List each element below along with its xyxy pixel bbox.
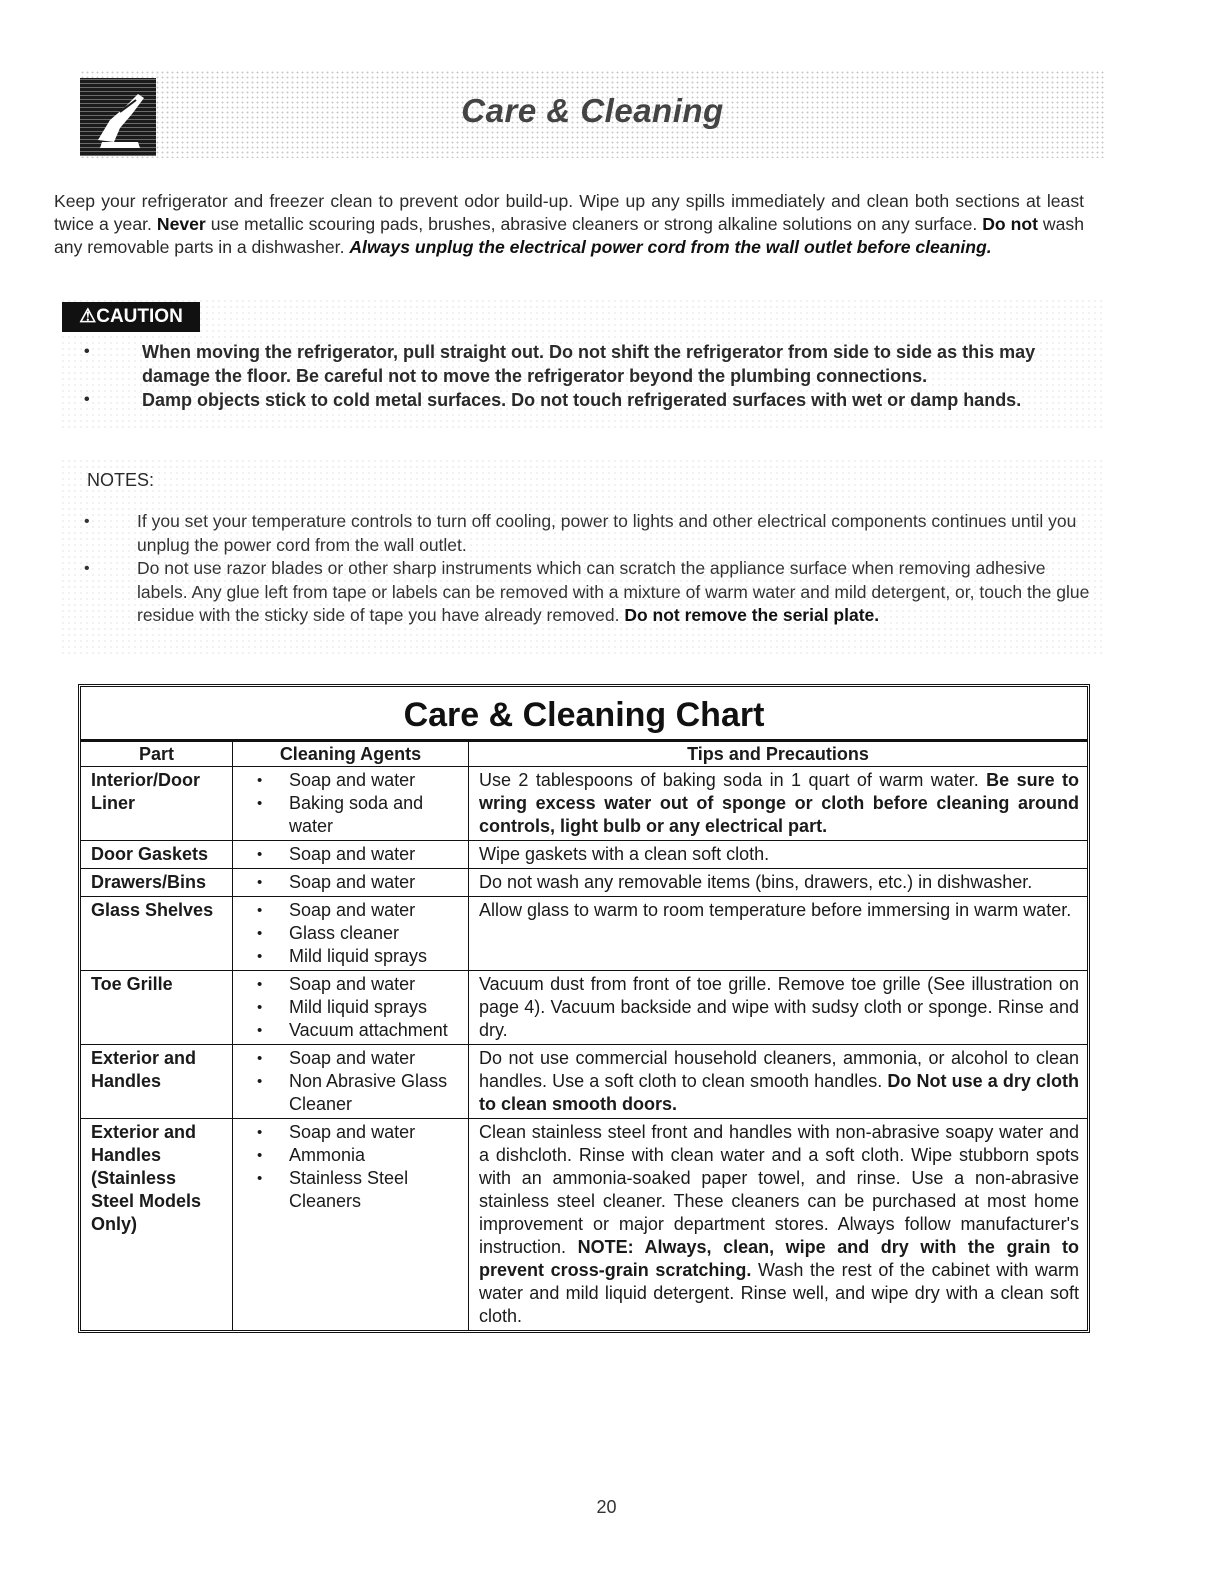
part-cell: Exterior and Handles — [81, 1045, 233, 1119]
agents-cell — [233, 971, 469, 1045]
tips-text-after: Wash the rest of the cabinet with warm water and mild liquid detergent. Rinse well, and wipe dry with a clean soft cloth. — [479, 1260, 1079, 1326]
tips-cell — [469, 841, 1088, 869]
notes-box — [60, 458, 1105, 656]
column-header-agents: Cleaning Agents — [233, 742, 469, 767]
agents-cell — [233, 767, 469, 841]
agent-item: • Soap and water — [243, 769, 460, 792]
agent-item: • Soap and water — [243, 973, 460, 996]
agent-item: • Non Abrasive Glass Cleaner — [243, 1070, 460, 1116]
notes-item — [60, 557, 1105, 628]
agents-list — [243, 843, 460, 866]
table-row — [81, 897, 1087, 971]
table-row — [81, 971, 1087, 1045]
agent-item: • Soap and water — [243, 1121, 460, 1144]
agents-list — [243, 973, 460, 1042]
tips-text: Wipe gaskets with a clean soft cloth. — [479, 844, 770, 864]
section-header — [80, 70, 1105, 158]
chart-table — [81, 741, 1087, 1330]
notes-item-text: Do not use razor blades or other sharp instruments which can scratch the appliance surface when removing adhesive labels. Any glue left from tape or labels can be removed with a mixture of warm water and mild detergent, or, touch the glue residue with the sticky side of tape you have already removed. — [137, 558, 1090, 625]
table-row — [81, 1119, 1087, 1331]
tips-cell — [469, 1119, 1088, 1331]
agents-cell — [233, 897, 469, 971]
tips-bold-text: NOTE: Always, clean, wipe and dry with the grain to prevent cross-grain scratching. — [479, 1237, 1079, 1280]
agent-item: • Glass cleaner — [243, 922, 460, 945]
tips-cell — [469, 897, 1088, 971]
agent-item: • Mild liquid sprays — [243, 996, 460, 1019]
part-cell: Drawers/Bins — [81, 869, 233, 897]
intro-never: Never — [156, 214, 206, 234]
intro-text-2: use metallic scouring pads, brushes, abrasive cleaners or strong alkaline solutions on any surface. — [205, 214, 983, 234]
table-body — [81, 767, 1087, 1331]
table-row — [81, 869, 1087, 897]
table-row — [81, 841, 1087, 869]
caution-item: • Damp objects stick to cold metal surfaces. Do not touch refrigerated surfaces with wet or damp hands. — [60, 388, 1105, 412]
intro-do-not: Do not — [982, 214, 1038, 234]
agent-item: • Mild liquid sprays — [243, 945, 460, 968]
caution-item: • When moving the refrigerator, pull straight out. Do not shift the refrigerator from side to side as this may damage the floor. Be careful not to move the refrigerator beyond the plumbing connections. — [60, 340, 1105, 388]
part-cell: Glass Shelves — [81, 897, 233, 971]
agent-item: • Soap and water — [243, 899, 460, 922]
part-cell: Door Gaskets — [81, 841, 233, 869]
tips-cell — [469, 971, 1088, 1045]
tips-cell — [469, 869, 1088, 897]
part-cell: Exterior and Handles (Stainless Steel Models Only) — [81, 1119, 233, 1331]
agent-item: • Soap and water — [243, 843, 460, 866]
page-number: 20 — [596, 1497, 617, 1517]
intro-text-3: wash any removable parts in a dishwasher. — [54, 214, 1084, 257]
agents-cell — [233, 1045, 469, 1119]
intro-paragraph — [54, 190, 1084, 259]
agents-list — [243, 899, 460, 968]
agent-item: • Vacuum attachment — [243, 1019, 460, 1042]
agent-item: • Soap and water — [243, 871, 460, 894]
column-header-part: Part — [81, 742, 233, 767]
caution-badge: ⚠CAUTION — [62, 302, 200, 332]
agents-list — [243, 1047, 460, 1116]
agent-item: • Ammonia — [243, 1144, 460, 1167]
part-cell: Interior/Door Liner — [81, 767, 233, 841]
agents-cell — [233, 841, 469, 869]
tips-cell — [469, 767, 1088, 841]
agents-cell — [233, 1119, 469, 1331]
tips-cell — [469, 1045, 1088, 1119]
table-header-row — [81, 742, 1087, 767]
agents-list — [243, 871, 460, 894]
tips-bold-text: Be sure to wring excess water out of sponge or cloth before cleaning around controls, light bulb or any electrical part. — [479, 770, 1079, 836]
agent-item: • Baking soda and water — [243, 792, 460, 838]
notes-title: NOTES: — [87, 470, 155, 490]
agent-item: • Stainless Steel Cleaners — [243, 1167, 460, 1213]
agents-cell — [233, 869, 469, 897]
column-header-tips: Tips and Precautions — [469, 742, 1088, 767]
caution-list — [60, 340, 1105, 412]
agents-list — [243, 1121, 460, 1213]
tips-text: Do not wash any removable items (bins, drawers, etc.) in dishwasher. — [479, 872, 1033, 892]
tips-text: Vacuum dust from front of toe grille. Remove toe grille (See illustration on page 4). Vacuum backside and wipe with sudsy cloth or sponge. Rinse and dry. — [479, 974, 1079, 1040]
agents-list — [243, 769, 460, 838]
part-cell: Toe Grille — [81, 971, 233, 1045]
intro-always-warning: Always unplug the electrical power cord from the wall outlet before cleaning. — [349, 237, 992, 257]
table-row — [81, 767, 1087, 841]
care-cleaning-chart — [78, 684, 1090, 1333]
tips-text: Clean stainless steel front and handles with non-abrasive soapy water and a dishcloth. Rinse with clean water and a soft cloth. Wipe stubborn spots with an ammonia-soaked paper towel, and rinse. Use a non-abrasive stainless steel cleaner. These cleaners can be purchased at most home improvement or major department stores. Always follow manufacturer's instruction. — [479, 1122, 1079, 1257]
intro-text-1: Keep your refrigerator and freezer clean to prevent odor build-up. Wipe up any spills immediately and clean both sections at least twice a year. — [54, 191, 1084, 234]
tips-text: Allow glass to warm to room temperature before immersing in warm water. — [479, 900, 1072, 920]
tips-text: Use 2 tablespoons of baking soda in 1 quart of warm water. — [479, 770, 987, 790]
agent-item: • Soap and water — [243, 1047, 460, 1070]
tips-bold-text: Do Not use a dry cloth to clean smooth doors. — [479, 1071, 1079, 1114]
notes-item-bold: Do not remove the serial plate. — [624, 605, 880, 625]
chart-title: Care & Cleaning Chart — [81, 687, 1087, 741]
table-row — [81, 1045, 1087, 1119]
page-title: Care & Cleaning — [461, 92, 724, 129]
tips-text: Do not use commercial household cleaners, ammonia, or alcohol to clean handles. Use a soft cloth to clean smooth handles. — [479, 1048, 1079, 1091]
notes-list — [60, 510, 1105, 628]
notes-item: • If you set your temperature controls to turn off cooling, power to lights and other electrical components continues until you unplug the power cord from the wall outlet. — [60, 510, 1105, 557]
caution-box — [60, 298, 1105, 430]
